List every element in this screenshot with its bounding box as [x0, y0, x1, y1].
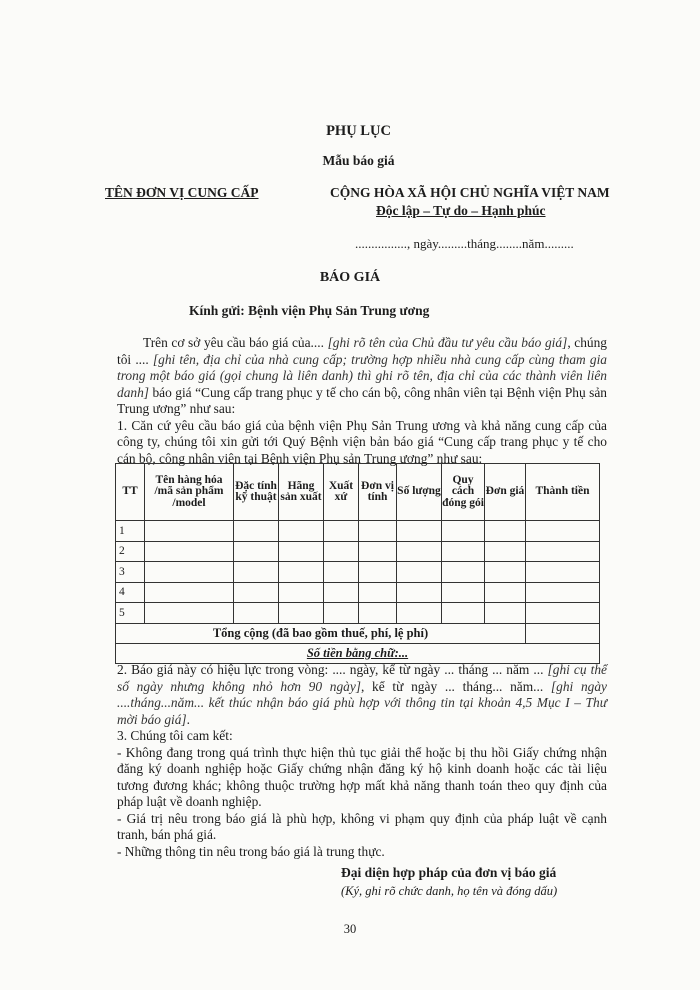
col-tt: TT	[116, 464, 145, 521]
col-unit-price: Đơn giá	[485, 464, 526, 521]
intro-hint-2: [ghi tên, địa chỉ của nhà cung cấp; trường hợp nhiều nhà cung cấp cùng tham gia trong một báo giá (gọi chung là liên danh) thì ghi rõ tên, địa chỉ của các thành viên liên danh]	[117, 351, 608, 400]
table-row	[116, 582, 600, 603]
amount-in-words: Số tiền bằng chữ:...	[116, 643, 600, 663]
page-number: 30	[343, 922, 357, 936]
document-title: BÁO GIÁ	[319, 270, 381, 285]
intro-text-3: báo giá “Cung cấp trang phục y tế cho cán bộ, công nhân viên tại Bệnh viện Phụ sản Trung ương” như sau:	[117, 384, 607, 416]
table-row	[116, 562, 600, 583]
amount-in-words-row	[116, 643, 600, 663]
total-label: Tổng cộng (đã bao gồm thuế, phí, lệ phí)	[116, 623, 526, 643]
intro-text-1: Trên cơ sở yêu cầu báo giá của....	[143, 335, 328, 350]
signature-title: Đại diện hợp pháp của đơn vị báo giá	[341, 865, 557, 880]
intro-hint-1: [ghi rõ tên của Chủ đầu tư yêu cầu báo giá]	[327, 335, 568, 350]
total-row	[116, 623, 600, 643]
table-row	[116, 603, 600, 624]
col-unit: Đơn vị tính	[359, 464, 397, 521]
recipient-line: Kính gửi: Bệnh viện Phụ Sản Trung ương	[189, 303, 430, 318]
col-amount: Thành tiền	[526, 464, 600, 521]
validity-paragraph	[117, 662, 607, 860]
supplier-name: TÊN ĐƠN VỊ CUNG CẤP	[105, 185, 259, 200]
validity-text-1: 2. Báo giá này có hiệu lực trong vòng: .... ngày, kể từ ngày ... tháng ... năm ...	[117, 662, 548, 677]
col-maker: Hãng sản xuất	[279, 464, 324, 521]
table-row	[116, 541, 600, 562]
quotation-table	[115, 463, 600, 664]
commitment-item: - Giá trị nêu trong báo giá là phù hợp, không vi phạm quy định của pháp luật về cạnh tranh, bán phá giá.	[117, 810, 607, 842]
validity-hint-2: [ghi ngày ....tháng...năm... kết thúc nhận báo giá phù hợp với thông tin tại khoản 4,5 Mục I – Thư mời báo giá]	[117, 678, 607, 727]
commitment-item: - Những thông tin nêu trong báo giá là trung thực.	[117, 843, 385, 859]
intro-paragraph	[117, 335, 607, 467]
validity-text-2: , kể từ ngày ... tháng... năm...	[361, 678, 551, 694]
commitment-title: 3. Chúng tôi cam kết:	[117, 728, 233, 743]
appendix-heading: PHỤ LỤC	[326, 123, 391, 139]
signature-note: (Ký, ghi rõ chức danh, họ tên và đóng dấu)	[341, 884, 558, 898]
row-index: 1	[116, 521, 145, 542]
col-qty: Số lượng	[397, 464, 442, 521]
intro-text-2: , chúng tôi ....	[117, 335, 607, 367]
row-index: 3	[116, 562, 145, 583]
table-row	[116, 521, 600, 542]
col-product-name: Tên hàng hóa /mã sản phẩm /model	[145, 464, 234, 521]
country-name: CỘNG HÒA XÃ HỘI CHỦ NGHĨA VIỆT NAM	[330, 185, 610, 200]
col-packing: Quy cách đóng gói	[442, 464, 485, 521]
date-line: ................, ngày.........tháng........năm.........	[355, 236, 574, 251]
national-motto: Độc lập – Tự do – Hạnh phúc	[376, 203, 546, 218]
validity-hint-1: [ghi cụ thể số ngày nhưng không nhỏ hơn 90 ngày]	[117, 662, 607, 694]
commitment-item: - Không đang trong quá trình thực hiện thủ tục giải thể hoặc bị thu hồi Giấy chứng nhận đăng ký doanh nghiệp hoặc Giấy chứng nhận đăng ký hộ kinh doanh hoặc các tài liệu tương đương khác; không thuộc trường hợp mất khả năng thanh toán theo quy định của pháp luật về doanh nghiệp.	[117, 744, 607, 809]
row-index: 5	[116, 603, 145, 624]
section-1-text: 1. Căn cứ yêu cầu báo giá của bệnh viện Phụ Sản Trung ương và khả năng cung cấp của công ty, chúng tôi xin gửi tới Quý Bệnh viện bản báo giá “Cung cấp trang phục y tế cho cán bộ, công nhân viên tại Bệnh viện Phụ sản Trung ương” như sau:	[117, 417, 607, 466]
col-origin: Xuất xứ	[324, 464, 359, 521]
table-header-row	[116, 464, 600, 521]
form-title: Mẫu báo giá	[322, 153, 395, 168]
col-spec: Đặc tính kỹ thuật	[234, 464, 279, 521]
validity-text-3: .	[186, 711, 190, 727]
row-index: 2	[116, 541, 145, 562]
row-index: 4	[116, 582, 145, 603]
